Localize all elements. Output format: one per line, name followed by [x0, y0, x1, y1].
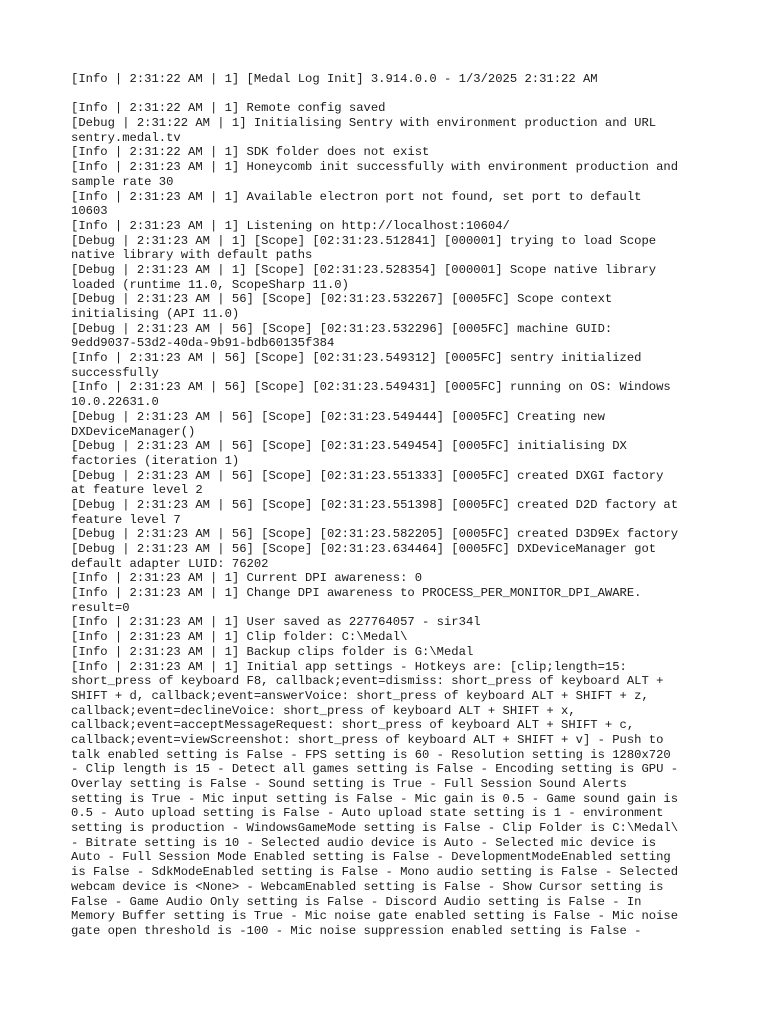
log-line: [Info | 2:31:23 AM | 1] Change DPI awareness to PROCESS_PER_MONITOR_DPI_AWARE.	[71, 586, 642, 601]
log-line: callback;event=acceptMessageRequest: short_press of keyboard ALT + SHIFT + c,	[71, 718, 635, 733]
log-line: callback;event=viewScreenshot: short_press of keyboard ALT + SHIFT + v] - Push to	[71, 732, 664, 747]
log-line: [Debug | 2:31:23 AM | 56] [Scope] [02:31:23.532267] [0005FC] Scope context	[71, 292, 613, 307]
log-line: [Info | 2:31:23 AM | 1] Available electron port not found, set port to default	[71, 189, 642, 204]
log-line: 0.5 - Auto upload setting is False - Auto upload state setting is 1 - environment	[71, 806, 664, 821]
log-line: [Info | 2:31:23 AM | 1] Listening on http://localhost:10604/	[71, 218, 510, 233]
log-line: [Debug | 2:31:23 AM | 56] [Scope] [02:31:23.551333] [0005FC] created DXGI factory	[71, 468, 664, 483]
log-line: webcam device is <None> - WebcamEnabled setting is False - Show Cursor setting is	[71, 879, 664, 894]
log-line: result=0	[71, 600, 130, 615]
log-line: DXDeviceManager()	[71, 424, 196, 439]
log-line: [Info | 2:31:22 AM | 1] SDK folder does not exist	[71, 145, 430, 160]
log-line: SHIFT + d, callback;event=answerVoice: short_press of keyboard ALT + SHIFT + z,	[71, 688, 649, 703]
log-line: [Info | 2:31:23 AM | 56] [Scope] [02:31:23.549312] [0005FC] sentry initialized	[71, 351, 642, 366]
log-line: loaded (runtime 11.0, ScopeSharp 11.0)	[71, 277, 349, 292]
log-line: short_press of keyboard F8, callback;event=dismiss: short_press of keyboard ALT +	[71, 674, 664, 689]
log-line: 10.0.22631.0	[71, 395, 159, 410]
log-line: factories (iteration 1)	[71, 453, 240, 468]
log-line: is False - SdkModeEnabled setting is False - Mono audio setting is False - Selected	[71, 865, 679, 880]
log-line: [Debug | 2:31:23 AM | 56] [Scope] [02:31:23.582205] [0005FC] created D3D9Ex factory	[71, 527, 679, 542]
log-line: [Info | 2:31:23 AM | 1] Current DPI awareness: 0	[71, 571, 423, 586]
log-line: [Debug | 2:31:23 AM | 56] [Scope] [02:31:23.549454] [0005FC] initialising DX	[71, 439, 627, 454]
log-line: [Debug | 2:31:22 AM | 1] Initialising Sentry with environment production and URL	[71, 116, 657, 131]
log-line: [Info | 2:31:23 AM | 1] Clip folder: C:\Medal\	[71, 630, 408, 645]
log-line: setting is True - Mic input setting is False - Mic gain is 0.5 - Game sound gain is	[71, 791, 679, 806]
log-line: talk enabled setting is False - FPS setting is 60 - Resolution setting is 1280x720	[71, 747, 671, 762]
log-line: native library with default paths	[71, 248, 313, 263]
log-line: feature level 7	[71, 512, 181, 527]
log-line: Overlay setting is False - Sound setting is True - Full Session Sound Alerts	[71, 777, 627, 791]
log-line: Memory Buffer setting is True - Mic noise gate enabled setting is False - Mic noise	[71, 909, 679, 924]
log-line: Auto - Full Session Mode Enabled setting is False - DevelopmentModeEnabled setting	[71, 850, 671, 865]
log-text	[71, 72, 711, 939]
log-line: setting is production - WindowsGameMode setting is False - Clip Folder is C:\Medal\	[71, 821, 679, 836]
log-line: [Info | 2:31:22 AM | 1] Remote config saved	[71, 101, 386, 116]
log-line: [Info | 2:31:23 AM | 1] Honeycomb init successfully with environment production and	[71, 160, 679, 175]
log-line: 9edd9037-53d2-40da-9b91-bdb60135f384	[71, 336, 335, 351]
log-line: sentry.medal.tv	[71, 130, 181, 145]
log-line: [Debug | 2:31:23 AM | 1] [Scope] [02:31:23.528354] [000001] Scope native library	[71, 262, 657, 277]
log-line: callback;event=declineVoice: short_press of keyboard ALT + SHIFT + x,	[71, 703, 576, 718]
log-line	[71, 87, 711, 102]
log-line: gate open threshold is -100 - Mic noise suppression enabled setting is False -	[71, 923, 642, 938]
log-line: successfully	[71, 365, 159, 380]
log-line: [Debug | 2:31:23 AM | 56] [Scope] [02:31:23.532296] [0005FC] machine GUID:	[71, 321, 613, 336]
log-line: [Debug | 2:31:23 AM | 1] [Scope] [02:31:23.512841] [000001] trying to load Scope	[71, 233, 657, 248]
log-line: initialising (API 11.0)	[71, 307, 240, 321]
log-line: - Clip length is 15 - Detect all games setting is False - Encoding setting is GPU -	[71, 762, 679, 777]
log-line: sample rate 30	[71, 174, 174, 189]
log-line: [Info | 2:31:23 AM | 1] User saved as 227764057 - sir34l	[71, 615, 481, 630]
log-line: at feature level 2	[71, 483, 203, 498]
log-line: [Info | 2:31:23 AM | 1] Initial app settings - Hotkeys are: [clip;length=15:	[71, 659, 627, 674]
log-line: - Bitrate setting is 10 - Selected audio device is Auto - Selected mic device is	[71, 835, 657, 850]
log-line: [Info | 2:31:23 AM | 1] Backup clips folder is G:\Medal	[71, 644, 474, 659]
log-line: default adapter LUID: 76202	[71, 556, 269, 571]
log-line: [Info | 2:31:23 AM | 56] [Scope] [02:31:23.549431] [0005FC] running on OS: Windows	[71, 380, 671, 395]
log-line: [Info | 2:31:22 AM | 1] [Medal Log Init] 3.914.0.0 - 1/3/2025 2:31:22 AM	[71, 72, 598, 86]
log-line: 10603	[71, 204, 108, 219]
log-line: [Debug | 2:31:23 AM | 56] [Scope] [02:31:23.549444] [0005FC] Creating new	[71, 409, 605, 424]
log-line: [Debug | 2:31:23 AM | 56] [Scope] [02:31:23.551398] [0005FC] created D2D factory at	[71, 497, 679, 512]
log-line: False - Game Audio Only setting is False - Discord Audio setting is False - In	[71, 894, 642, 909]
log-line: [Debug | 2:31:23 AM | 56] [Scope] [02:31:23.634464] [0005FC] DXDeviceManager got	[71, 542, 657, 556]
